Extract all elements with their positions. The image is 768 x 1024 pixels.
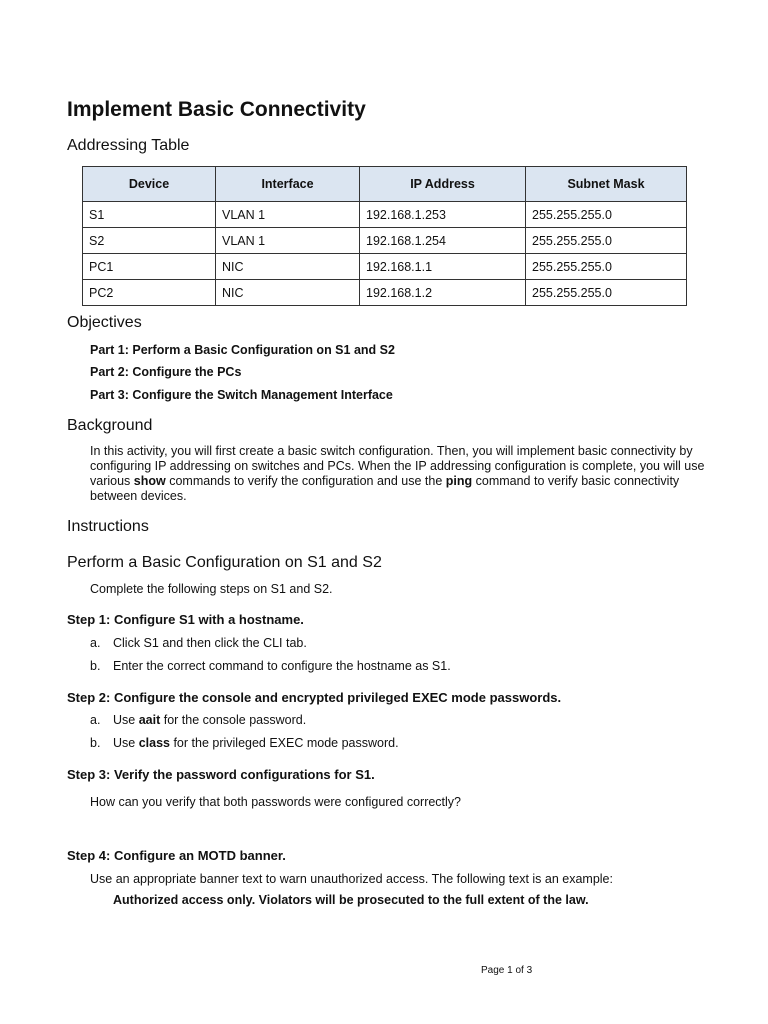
table-cell: PC1 xyxy=(83,254,216,280)
background-heading: Background xyxy=(67,417,153,434)
table-cell: NIC xyxy=(216,254,360,280)
table-cell: VLAN 1 xyxy=(216,228,360,254)
column-header: Subnet Mask xyxy=(526,167,687,202)
list-item xyxy=(90,713,306,727)
column-header: IP Address xyxy=(360,167,526,202)
background-text: In this activity, you will first create a basic switch configuration. Then, you will implement basic connectivity by configuring IP addressing on switches and PCs. When the IP addressing configuration is complete, you will use various xyxy=(90,444,705,488)
list-item xyxy=(90,736,399,750)
list-item xyxy=(90,659,451,673)
table-cell: 192.168.1.253 xyxy=(360,202,526,228)
table-cell: VLAN 1 xyxy=(216,202,360,228)
show-keyword: show xyxy=(133,474,166,488)
list-text: Click S1 and then click the CLI tab. xyxy=(113,636,307,650)
table-cell: 255.255.255.0 xyxy=(526,228,687,254)
list-marker: a. xyxy=(90,636,101,650)
table-row xyxy=(83,202,687,228)
objectives-heading: Objectives xyxy=(67,314,142,331)
table-cell: 192.168.1.2 xyxy=(360,280,526,306)
list-item xyxy=(90,636,307,650)
objective-item: Part 3: Configure the Switch Management Interface xyxy=(90,388,393,402)
table-cell: NIC xyxy=(216,280,360,306)
step-2-title: Step 2: Configure the console and encrypted privileged EXEC mode passwords. xyxy=(67,690,562,705)
step-3-title: Step 3: Verify the password configurations for S1. xyxy=(67,767,375,782)
background-text: command to verify basic connectivity between devices. xyxy=(90,474,680,503)
exec-password: class xyxy=(138,736,170,750)
background-paragraph xyxy=(90,444,710,504)
table-row xyxy=(83,280,687,306)
list-text: Enter the correct command to configure the hostname as S1. xyxy=(113,659,451,673)
table-cell: 192.168.1.1 xyxy=(360,254,526,280)
ping-keyword: ping xyxy=(445,474,473,488)
list-text: Use xyxy=(113,736,139,750)
background-text: commands to verify the configuration and use the xyxy=(165,474,446,488)
objective-item: Part 1: Perform a Basic Configuration on S1 and S2 xyxy=(90,343,395,357)
table-cell: 192.168.1.254 xyxy=(360,228,526,254)
list-text: for the privileged EXEC mode password. xyxy=(169,736,399,750)
table-cell: 255.255.255.0 xyxy=(526,254,687,280)
page-number: Page 1 of 3 xyxy=(481,965,533,976)
addressing-table xyxy=(82,166,687,306)
table-cell: PC2 xyxy=(83,280,216,306)
console-password: aait xyxy=(138,713,161,727)
table-row xyxy=(83,254,687,280)
instructions-heading: Instructions xyxy=(67,518,149,535)
list-marker: b. xyxy=(90,659,101,673)
step-1-title: Step 1: Configure S1 with a hostname. xyxy=(67,612,304,627)
list-marker: a. xyxy=(90,713,101,727)
table-header-row xyxy=(83,167,687,202)
table-cell: S2 xyxy=(83,228,216,254)
step-3-question: How can you verify that both passwords were configured correctly? xyxy=(90,795,462,809)
column-header: Interface xyxy=(216,167,360,202)
table-row xyxy=(83,228,687,254)
banner-example: Authorized access only. Violators will be prosecuted to the full extent of the law. xyxy=(113,893,589,907)
part-heading: Perform a Basic Configuration on S1 and S2 xyxy=(67,554,382,571)
table-cell: 255.255.255.0 xyxy=(526,280,687,306)
document-title: Implement Basic Connectivity xyxy=(67,98,366,121)
objective-item: Part 2: Configure the PCs xyxy=(90,365,242,379)
step-4-title: Step 4: Configure an MOTD banner. xyxy=(67,848,286,863)
step-4-text: Use an appropriate banner text to warn unauthorized access. The following text is an example: xyxy=(90,872,613,886)
column-header: Device xyxy=(83,167,216,202)
list-text: for the console password. xyxy=(160,713,307,727)
list-marker: b. xyxy=(90,736,101,750)
table-cell: S1 xyxy=(83,202,216,228)
table-cell: 255.255.255.0 xyxy=(526,202,687,228)
addressing-table-heading: Addressing Table xyxy=(67,137,190,154)
list-text: Use xyxy=(113,713,139,727)
part-intro: Complete the following steps on S1 and S2. xyxy=(90,582,333,596)
